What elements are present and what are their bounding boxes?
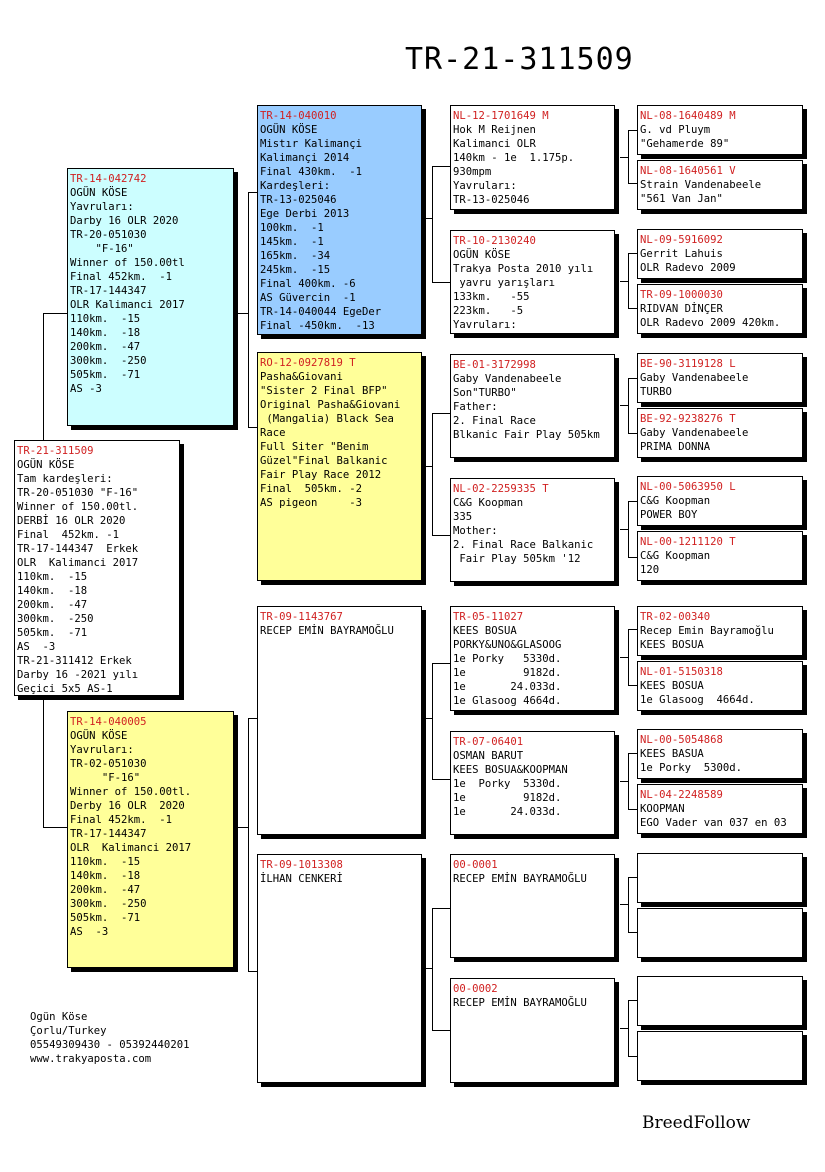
ring-number: BE-90-3119128 L [640, 358, 736, 370]
card-line: 1e Porky 5300d. [640, 762, 743, 774]
card-line: Darby 16 OLR 2020 [70, 215, 179, 227]
card-line: Winner of 150.00tl [70, 257, 185, 269]
card-line: TR-02-051030 [70, 758, 147, 770]
great-grandparent-card[interactable] [637, 908, 803, 958]
card-line: Geçici 5x5 AS-1 [17, 683, 113, 695]
great-grandparent-card[interactable] [637, 284, 803, 334]
card-line: TR-13-025046 [453, 194, 530, 206]
card-line: Derby 16 OLR 2020 [70, 800, 185, 812]
card-line: AS -3 [70, 383, 102, 395]
card-line: "Sister 2 Final BFP" [260, 385, 388, 397]
card-line: "561 Van Jan" [640, 193, 723, 205]
card-line: OGÜN KÖSE [260, 124, 318, 136]
card-line: (Mangalia) Black Sea [260, 413, 394, 425]
great-grandparent-card[interactable] [637, 531, 803, 581]
ring-number: 00-0001 [453, 859, 498, 871]
card-line: Final 452km. -1 [70, 271, 173, 283]
ring-number: TR-05-11027 [453, 611, 524, 623]
card-line: PORKY&UNO&GLASOOG [453, 639, 562, 651]
card-line: Tam kardeşleri: [17, 473, 113, 485]
card-line: Gaby Vandenabeele [453, 373, 562, 385]
ring-number: NL-04-2248589 [640, 789, 723, 801]
card-line: KOOPMAN [640, 803, 685, 815]
ring-number: NL-08-1640561 V [640, 165, 736, 177]
great-grandparent-card[interactable] [637, 729, 803, 779]
ring-number: RO-12-0927819 T [260, 357, 356, 369]
card-line: 120 [640, 564, 660, 576]
card-line: 335 [453, 511, 473, 523]
card-line: 140km. -18 [70, 870, 141, 882]
ring-number: TR-10-2130240 [453, 235, 536, 247]
card-line: Full Siter "Benim [260, 441, 369, 453]
breeder-name: Ogün Köse [30, 1011, 88, 1023]
card-line: yavru yarışları [453, 277, 556, 289]
card-line: 200km. -47 [17, 599, 88, 611]
card-line: Gaby Vandenabeele [640, 372, 749, 384]
card-line: 1e 24.033d. [453, 681, 562, 693]
card-line: TR-13-025046 [260, 194, 337, 206]
great-grandparent-card[interactable] [637, 160, 803, 210]
card-line: TR-21-311412 Erkek [17, 655, 132, 667]
sire-dam-card[interactable] [257, 352, 422, 581]
ring-number: BE-01-3172998 [453, 359, 536, 371]
card-line: Yavruları: [453, 319, 517, 331]
ring-number: NL-08-1640489 M [640, 110, 736, 122]
card-line: Race [260, 427, 286, 439]
great-grandparent-card[interactable] [637, 476, 803, 526]
card-line: 1e Glasoog 4664d. [640, 694, 755, 706]
great-grandparent-card[interactable] [637, 661, 803, 711]
ring-number: TR-09-1000030 [640, 289, 723, 301]
dam-dam-card[interactable] [257, 854, 422, 1083]
card-line: 1e 24.033d. [453, 806, 562, 818]
great-grandparent-card[interactable] [637, 606, 803, 656]
sire-card[interactable] [67, 168, 234, 426]
card-line: Yavruları: [70, 744, 134, 756]
card-line: OLR Radevo 2009 420km. [640, 317, 781, 329]
breeder-website[interactable]: www.trakyaposta.com [30, 1053, 152, 1065]
great-grandparent-card[interactable] [637, 853, 803, 903]
card-line: Final 400km. -6 [260, 278, 356, 290]
card-line: EGO Vader van 037 en 03 [640, 817, 787, 829]
breeder-phone: 05549309430 - 05392440201 [30, 1039, 190, 1051]
card-line: Blkanic Fair Play 505km [453, 429, 600, 441]
dam-sire-sire-card[interactable] [450, 606, 615, 711]
card-line: 133km. -55 [453, 291, 530, 303]
card-line: TR-17-144347 Erkek [17, 543, 139, 555]
card-line: C&G Koopman [640, 495, 711, 507]
great-grandparent-card[interactable] [637, 976, 803, 1026]
great-grandparent-card[interactable] [637, 1031, 803, 1081]
sire-dam-dam-card[interactable] [450, 478, 615, 582]
ring-number: 00-0002 [453, 983, 498, 995]
card-line: KEES BOSUA [640, 639, 704, 651]
card-line: Ege Derbi 2013 [260, 208, 350, 220]
card-line: 1e 9182d. [453, 792, 562, 804]
card-line: Father: [453, 401, 498, 413]
ring-number: TR-14-042742 [70, 173, 147, 185]
card-line: OGÜN KÖSE [17, 459, 75, 471]
card-line: Yavruları: [70, 201, 134, 213]
card-line: Recep Emin Bayramoğlu [640, 625, 774, 637]
card-line: POWER BOY [640, 509, 698, 521]
card-line: Güzel"Final Balkanic [260, 455, 388, 467]
card-line: 2. Final Race Balkanic [453, 539, 594, 551]
card-line: AS Güvercin -1 [260, 292, 356, 304]
card-line: PRIMA DONNA [640, 441, 711, 453]
ring-number: TR-09-1143767 [260, 611, 343, 623]
card-line: 505km. -71 [17, 627, 88, 639]
card-line: TR-14-040044 EgeDer [260, 306, 382, 318]
card-line: OLR Kalimanci 2017 [70, 299, 185, 311]
card-line: RECEP EMİN BAYRAMOĞLU [453, 873, 587, 885]
dam-dam-sire-card[interactable] [450, 854, 615, 958]
card-line: TR-17-144347 [70, 828, 147, 840]
ring-number: NL-02-2259335 T [453, 483, 549, 495]
dam-sire-dam-card[interactable] [450, 731, 615, 835]
great-grandparent-card[interactable] [637, 353, 803, 403]
card-line: OLR Kalimanci 2017 [17, 557, 139, 569]
ring-number: TR-02-00340 [640, 611, 711, 623]
card-line: Fair Play Race 2012 [260, 469, 382, 481]
card-line: 300km. -250 [70, 355, 147, 367]
card-line: OGÜN KÖSE [70, 187, 128, 199]
ring-number: TR-14-040005 [70, 716, 147, 728]
ring-number: BE-92-9238276 T [640, 413, 736, 425]
card-line: 1e 9182d. [453, 667, 562, 679]
card-line: 110km. -15 [70, 856, 141, 868]
card-line: OSMAN BARUT [453, 750, 524, 762]
ring-number: NL-00-5054868 [640, 734, 723, 746]
card-line: Trakya Posta 2010 yılı [453, 263, 594, 275]
card-line: 165km. -34 [260, 250, 331, 262]
card-line: Son"TURBO" [453, 387, 517, 399]
main-pigeon-card[interactable] [14, 440, 180, 696]
card-line: KEES BOSUA&KOOPMAN [453, 764, 568, 776]
card-line: 100km. -1 [260, 222, 324, 234]
card-line: OGÜN KÖSE [70, 730, 128, 742]
card-line: Mother: [453, 525, 498, 537]
card-line: Gerrit Lahuis [640, 248, 723, 260]
card-line: Winner of 150.00tl. [70, 786, 192, 798]
sire-sire-dam-card[interactable] [450, 230, 615, 334]
card-line: C&G Koopman [640, 550, 711, 562]
ring-number: NL-00-5063950 L [640, 481, 736, 493]
card-line: 110km. -15 [70, 313, 141, 325]
card-line: TR-17-144347 [70, 285, 147, 297]
card-line: 505km. -71 [70, 369, 141, 381]
ring-number: NL-09-5916092 [640, 234, 723, 246]
card-line: AS pigeon -3 [260, 497, 363, 509]
ring-number: TR-21-311509 [17, 445, 94, 457]
card-line: Yavruları: [453, 180, 517, 192]
dam-sire-card[interactable] [257, 606, 422, 835]
card-line: 140km. -18 [17, 585, 88, 597]
card-line: Darby 16 -2021 yılı [17, 669, 139, 681]
card-line: Pasha&Giovani [260, 371, 343, 383]
great-grandparent-card[interactable] [637, 784, 803, 834]
breeder-location: Çorlu/Turkey [30, 1025, 107, 1037]
great-grandparent-card[interactable] [637, 105, 803, 155]
sire-sire-card[interactable] [257, 105, 422, 335]
card-line: İLHAN CENKERİ [260, 873, 343, 885]
dam-card[interactable] [67, 711, 234, 968]
card-line: 140km. -18 [70, 327, 141, 339]
card-line: Mistır Kalimançi [260, 138, 363, 150]
card-line: 1e Porky 5330d. [453, 778, 562, 790]
card-line: Strain Vandenabeele [640, 179, 762, 191]
card-line: KEES BOSUA [640, 680, 704, 692]
card-line: 300km. -250 [17, 613, 94, 625]
card-line: 2. Final Race [453, 415, 536, 427]
card-line: 145km. -1 [260, 236, 324, 248]
card-line: OLR Radevo 2009 [640, 262, 736, 274]
card-line: G. vd Pluym [640, 124, 711, 136]
card-line: AS -3 [70, 926, 109, 938]
card-line: OLR Kalimanci 2017 [70, 842, 192, 854]
card-line: 140km - 1e 1.175p. [453, 152, 575, 164]
ring-number: TR-07-06401 [453, 736, 524, 748]
card-line: TR-20-051030 "F-16" [17, 487, 139, 499]
card-line: OGÜN KÖSE [453, 249, 511, 261]
card-line: DERBİ 16 OLR 2020 [17, 515, 126, 527]
pedigree-title: TR-21-311509 [405, 42, 634, 77]
card-line: 505km. -71 [70, 912, 141, 924]
great-grandparent-card[interactable] [637, 408, 803, 458]
card-line: C&G Koopman [453, 497, 524, 509]
card-line: TR-20-051030 [70, 229, 147, 241]
card-line: Kalimançi 2014 [260, 152, 350, 164]
card-line: "F-16" [70, 243, 134, 255]
card-line: RIDVAN DİNÇER [640, 303, 723, 315]
card-line: RECEP EMİN BAYRAMOĞLU [260, 625, 394, 637]
card-line: Final 430km. -1 [260, 166, 363, 178]
card-line: "F-16" [70, 772, 141, 784]
card-line: KEES BOSUA [453, 625, 517, 637]
breeder-contact [30, 1010, 189, 1066]
card-line: 1e Glasoog 4664d. [453, 695, 562, 707]
brand-logo: BreedFollow [642, 1113, 751, 1133]
card-line: Hok M Reijnen [453, 124, 536, 136]
great-grandparent-card[interactable] [637, 229, 803, 279]
card-line: 930mpm [453, 166, 492, 178]
card-line: Gaby Vandenabeele [640, 427, 749, 439]
card-line: Final -450km. -13 [260, 320, 375, 332]
card-line: RECEP EMİN BAYRAMOĞLU [453, 997, 587, 1009]
card-line: 1e Porky 5330d. [453, 653, 562, 665]
sire-sire-sire-card[interactable] [450, 105, 615, 210]
ring-number: TR-14-040010 [260, 110, 337, 122]
card-line: 223km. -5 [453, 305, 524, 317]
card-line: Kalimanci OLR [453, 138, 536, 150]
card-line: 200km. -47 [70, 341, 141, 353]
card-line: Final 452km. -1 [17, 529, 120, 541]
card-line: 200km. -47 [70, 884, 141, 896]
ring-number: TR-09-1013308 [260, 859, 343, 871]
card-line: Final 505km. -2 [260, 483, 363, 495]
card-line: 300km. -250 [70, 898, 147, 910]
card-line: Kardeşleri: [260, 180, 331, 192]
card-line: Original Pasha&Giovani [260, 399, 401, 411]
ring-number: NL-01-5150318 [640, 666, 723, 678]
card-line: KEES BASUA [640, 748, 704, 760]
sire-dam-sire-card[interactable] [450, 354, 615, 458]
card-line: TURBO [640, 386, 672, 398]
dam-dam-dam-card[interactable] [450, 978, 615, 1083]
card-line: Final 452km. -1 [70, 814, 173, 826]
ring-number: NL-12-1701649 M [453, 110, 549, 122]
card-line: AS -3 [17, 641, 56, 653]
card-line: Fair Play 505km '12 [453, 553, 581, 565]
card-line: Winner of 150.00tl. [17, 501, 139, 513]
card-line: 245km. -15 [260, 264, 331, 276]
card-line: 110km. -15 [17, 571, 88, 583]
card-line: "Gehamerde 89" [640, 138, 730, 150]
ring-number: NL-00-1211120 T [640, 536, 736, 548]
